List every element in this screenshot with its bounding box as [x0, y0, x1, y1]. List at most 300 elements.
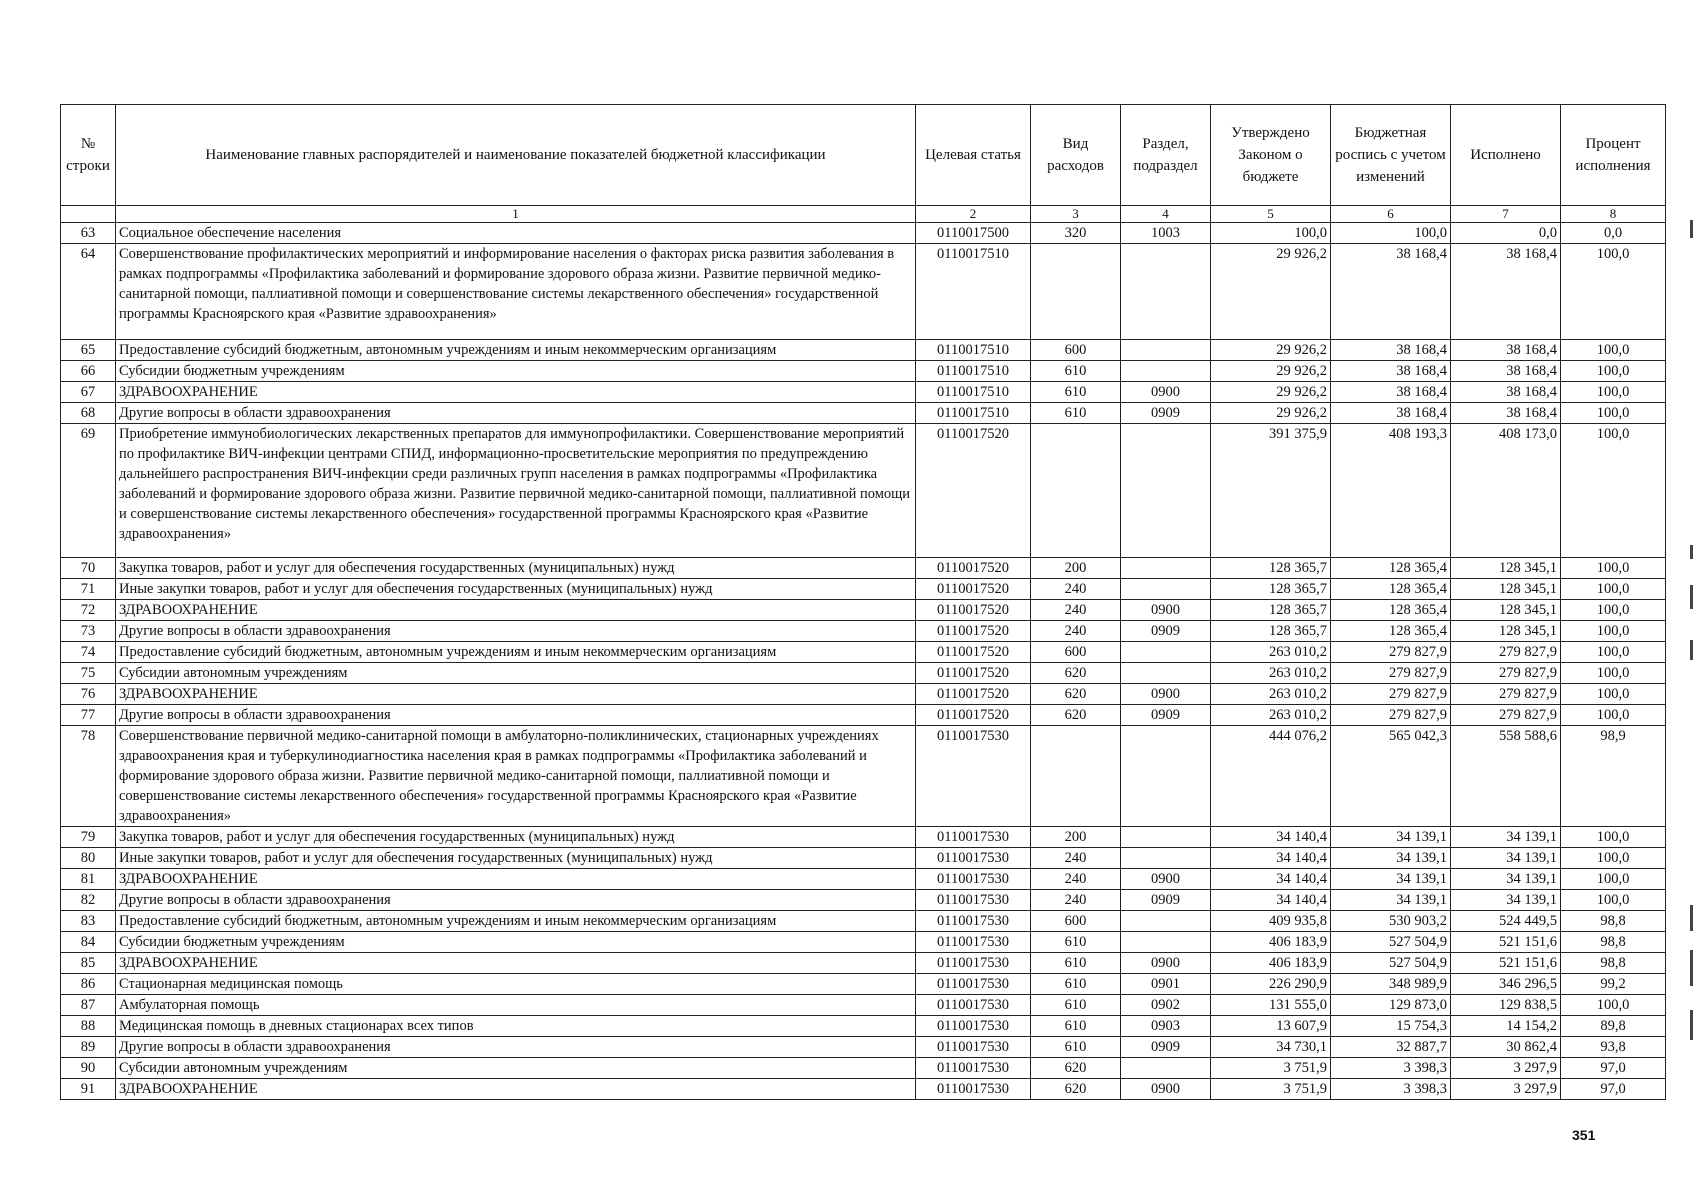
row-target-code: 0110017530 [916, 869, 1031, 890]
row-expense-kind: 320 [1031, 223, 1121, 244]
row-section [1121, 848, 1211, 869]
table-body [61, 223, 1666, 1100]
row-number: 66 [61, 361, 116, 382]
row-percent: 89,8 [1561, 1016, 1666, 1037]
row-approved: 13 607,9 [1211, 1016, 1331, 1037]
row-number: 68 [61, 403, 116, 424]
row-budget: 129 873,0 [1331, 995, 1451, 1016]
row-approved: 29 926,2 [1211, 340, 1331, 361]
row-section [1121, 827, 1211, 848]
row-section [1121, 642, 1211, 663]
row-approved: 444 076,2 [1211, 726, 1331, 827]
row-name: ЗДРАВООХРАНЕНИЕ [116, 869, 916, 890]
header-budget: Бюджетная роспись с учетом изменений [1331, 105, 1451, 206]
row-section: 1003 [1121, 223, 1211, 244]
row-target-code: 0110017510 [916, 340, 1031, 361]
row-approved: 391 375,9 [1211, 424, 1331, 558]
row-number: 69 [61, 424, 116, 558]
row-name: Субсидии автономным учреждениям [116, 663, 916, 684]
table-row [61, 223, 1666, 244]
header-target: Целевая статья [916, 105, 1031, 206]
row-name: Другие вопросы в области здравоохранения [116, 705, 916, 726]
row-name: Амбулаторная помощь [116, 995, 916, 1016]
row-target-code: 0110017530 [916, 1037, 1031, 1058]
row-approved: 263 010,2 [1211, 663, 1331, 684]
row-number: 79 [61, 827, 116, 848]
row-executed: 279 827,9 [1451, 642, 1561, 663]
row-target-code: 0110017530 [916, 1016, 1031, 1037]
table-row [61, 642, 1666, 663]
row-approved: 263 010,2 [1211, 705, 1331, 726]
row-target-code: 0110017520 [916, 424, 1031, 558]
row-expense-kind: 240 [1031, 621, 1121, 642]
row-budget: 527 504,9 [1331, 932, 1451, 953]
header-kind: Вид расходов [1031, 105, 1121, 206]
row-name: Социальное обеспечение населения [116, 223, 916, 244]
row-number: 64 [61, 244, 116, 340]
row-target-code: 0110017530 [916, 848, 1031, 869]
row-budget: 100,0 [1331, 223, 1451, 244]
row-budget: 279 827,9 [1331, 663, 1451, 684]
header-section: Раздел, подраздел [1121, 105, 1211, 206]
row-target-code: 0110017530 [916, 995, 1031, 1016]
row-expense-kind: 620 [1031, 663, 1121, 684]
row-section: 0909 [1121, 621, 1211, 642]
row-target-code: 0110017530 [916, 1058, 1031, 1079]
row-percent: 98,9 [1561, 726, 1666, 827]
row-budget: 38 168,4 [1331, 244, 1451, 340]
row-approved: 34 140,4 [1211, 848, 1331, 869]
row-approved: 131 555,0 [1211, 995, 1331, 1016]
row-budget: 128 365,4 [1331, 621, 1451, 642]
row-target-code: 0110017500 [916, 223, 1031, 244]
row-executed: 346 296,5 [1451, 974, 1561, 995]
row-expense-kind: 610 [1031, 953, 1121, 974]
row-expense-kind: 240 [1031, 600, 1121, 621]
row-budget: 128 365,4 [1331, 558, 1451, 579]
row-target-code: 0110017530 [916, 974, 1031, 995]
row-approved: 226 290,9 [1211, 974, 1331, 995]
row-section: 0901 [1121, 974, 1211, 995]
table-row [61, 827, 1666, 848]
row-budget: 128 365,4 [1331, 579, 1451, 600]
row-name: Иные закупки товаров, работ и услуг для обеспечения государственных (муниципальных) нужд [116, 579, 916, 600]
column-number [61, 206, 116, 223]
row-executed: 38 168,4 [1451, 244, 1561, 340]
table-row [61, 932, 1666, 953]
page-number: 351 [1572, 1127, 1596, 1143]
row-percent: 98,8 [1561, 953, 1666, 974]
row-executed: 38 168,4 [1451, 382, 1561, 403]
row-name: Субсидии бюджетным учреждениям [116, 932, 916, 953]
row-name: Другие вопросы в области здравоохранения [116, 621, 916, 642]
row-budget: 34 139,1 [1331, 827, 1451, 848]
row-target-code: 0110017530 [916, 827, 1031, 848]
row-name: Субсидии автономным учреждениям [116, 1058, 916, 1079]
row-expense-kind: 610 [1031, 1037, 1121, 1058]
row-number: 90 [61, 1058, 116, 1079]
row-executed: 521 151,6 [1451, 953, 1561, 974]
row-approved: 409 935,8 [1211, 911, 1331, 932]
row-number: 73 [61, 621, 116, 642]
row-expense-kind: 240 [1031, 890, 1121, 911]
row-approved: 3 751,9 [1211, 1058, 1331, 1079]
row-target-code: 0110017520 [916, 642, 1031, 663]
row-section [1121, 911, 1211, 932]
row-target-code: 0110017520 [916, 705, 1031, 726]
row-percent: 97,0 [1561, 1079, 1666, 1100]
row-expense-kind [1031, 424, 1121, 558]
row-section: 0909 [1121, 403, 1211, 424]
table-row [61, 1079, 1666, 1100]
row-target-code: 0110017520 [916, 558, 1031, 579]
row-expense-kind: 600 [1031, 340, 1121, 361]
row-percent: 93,8 [1561, 1037, 1666, 1058]
row-name: ЗДРАВООХРАНЕНИЕ [116, 1079, 916, 1100]
table-row [61, 340, 1666, 361]
row-budget: 38 168,4 [1331, 340, 1451, 361]
row-executed: 128 345,1 [1451, 621, 1561, 642]
row-target-code: 0110017510 [916, 382, 1031, 403]
row-executed: 38 168,4 [1451, 403, 1561, 424]
table-row [61, 558, 1666, 579]
row-name: Стационарная медицинская помощь [116, 974, 916, 995]
row-name: Иные закупки товаров, работ и услуг для обеспечения государственных (муниципальных) нужд [116, 848, 916, 869]
row-budget: 279 827,9 [1331, 705, 1451, 726]
row-expense-kind [1031, 726, 1121, 827]
row-section: 0909 [1121, 1037, 1211, 1058]
row-executed: 128 345,1 [1451, 558, 1561, 579]
row-approved: 263 010,2 [1211, 684, 1331, 705]
row-target-code: 0110017530 [916, 890, 1031, 911]
column-number: 6 [1331, 206, 1451, 223]
table-row [61, 869, 1666, 890]
row-number: 75 [61, 663, 116, 684]
row-target-code: 0110017510 [916, 244, 1031, 340]
row-target-code: 0110017530 [916, 911, 1031, 932]
row-target-code: 0110017520 [916, 684, 1031, 705]
column-number: 2 [916, 206, 1031, 223]
header-percent: Процент исполнения [1561, 105, 1666, 206]
row-executed: 279 827,9 [1451, 663, 1561, 684]
row-approved: 263 010,2 [1211, 642, 1331, 663]
row-number: 74 [61, 642, 116, 663]
row-section [1121, 558, 1211, 579]
row-approved: 29 926,2 [1211, 382, 1331, 403]
row-number: 80 [61, 848, 116, 869]
row-executed: 279 827,9 [1451, 705, 1561, 726]
row-percent: 100,0 [1561, 995, 1666, 1016]
row-target-code: 0110017510 [916, 403, 1031, 424]
scan-edge-mark [1690, 1010, 1693, 1040]
row-executed: 34 139,1 [1451, 848, 1561, 869]
row-section [1121, 424, 1211, 558]
row-number: 89 [61, 1037, 116, 1058]
row-percent: 100,0 [1561, 684, 1666, 705]
row-name: Закупка товаров, работ и услуг для обеспечения государственных (муниципальных) нужд [116, 558, 916, 579]
row-approved: 128 365,7 [1211, 579, 1331, 600]
row-budget: 530 903,2 [1331, 911, 1451, 932]
row-name: Субсидии бюджетным учреждениям [116, 361, 916, 382]
row-number: 65 [61, 340, 116, 361]
row-number: 88 [61, 1016, 116, 1037]
budget-table [60, 104, 1666, 1100]
row-percent: 98,8 [1561, 911, 1666, 932]
row-name: Совершенствование профилактических мероприятий и информирование населения о факторах риска развития заболевания в рамках подпрограммы «Профилактика заболеваний и формирование здорового образа жизни. Развитие первичной медико-санитарной помощи, паллиативной помощи и совершенствование системы лекарственного обеспечения» государственной программы Красноярского края «Развитие здравоохранения» [116, 244, 916, 340]
row-number: 87 [61, 995, 116, 1016]
row-name: Другие вопросы в области здравоохранения [116, 890, 916, 911]
column-number: 5 [1211, 206, 1331, 223]
row-budget: 3 398,3 [1331, 1058, 1451, 1079]
row-budget: 128 365,4 [1331, 600, 1451, 621]
row-approved: 128 365,7 [1211, 621, 1331, 642]
column-number: 3 [1031, 206, 1121, 223]
table-row [61, 663, 1666, 684]
row-target-code: 0110017520 [916, 600, 1031, 621]
row-percent: 100,0 [1561, 848, 1666, 869]
row-approved: 100,0 [1211, 223, 1331, 244]
header-name: Наименование главных распорядителей и наименование показателей бюджетной классификации [116, 105, 916, 206]
row-number: 77 [61, 705, 116, 726]
row-target-code: 0110017520 [916, 663, 1031, 684]
row-executed: 0,0 [1451, 223, 1561, 244]
row-approved: 128 365,7 [1211, 558, 1331, 579]
row-name: Другие вопросы в области здравоохранения [116, 403, 916, 424]
row-name: Предоставление субсидий бюджетным, автономным учреждениям и иным некоммерческим организациям [116, 340, 916, 361]
row-section: 0902 [1121, 995, 1211, 1016]
row-budget: 3 398,3 [1331, 1079, 1451, 1100]
table-row [61, 1037, 1666, 1058]
row-number: 85 [61, 953, 116, 974]
table-row [61, 382, 1666, 403]
row-section: 0900 [1121, 953, 1211, 974]
row-budget: 34 139,1 [1331, 848, 1451, 869]
row-section: 0900 [1121, 382, 1211, 403]
row-percent: 100,0 [1561, 558, 1666, 579]
row-section: 0900 [1121, 1079, 1211, 1100]
row-approved: 3 751,9 [1211, 1079, 1331, 1100]
row-percent: 100,0 [1561, 361, 1666, 382]
row-budget: 527 504,9 [1331, 953, 1451, 974]
row-executed: 30 862,4 [1451, 1037, 1561, 1058]
row-target-code: 0110017530 [916, 953, 1031, 974]
row-name: ЗДРАВООХРАНЕНИЕ [116, 684, 916, 705]
row-percent: 100,0 [1561, 890, 1666, 911]
row-approved: 29 926,2 [1211, 403, 1331, 424]
row-percent: 99,2 [1561, 974, 1666, 995]
row-number: 83 [61, 911, 116, 932]
header-executed: Исполнено [1451, 105, 1561, 206]
table-row [61, 244, 1666, 340]
row-expense-kind: 620 [1031, 705, 1121, 726]
table-row [61, 1016, 1666, 1037]
row-expense-kind: 610 [1031, 974, 1121, 995]
row-name: Предоставление субсидий бюджетным, автономным учреждениям и иным некоммерческим организациям [116, 911, 916, 932]
row-expense-kind: 240 [1031, 869, 1121, 890]
row-percent: 100,0 [1561, 621, 1666, 642]
row-name: Закупка товаров, работ и услуг для обеспечения государственных (муниципальных) нужд [116, 827, 916, 848]
row-percent: 0,0 [1561, 223, 1666, 244]
row-target-code: 0110017530 [916, 1079, 1031, 1100]
row-executed: 129 838,5 [1451, 995, 1561, 1016]
row-executed: 128 345,1 [1451, 600, 1561, 621]
header-approved: Утверждено Законом о бюджете [1211, 105, 1331, 206]
table-row [61, 424, 1666, 558]
table-row [61, 600, 1666, 621]
table-row [61, 953, 1666, 974]
row-name: Другие вопросы в области здравоохранения [116, 1037, 916, 1058]
row-budget: 279 827,9 [1331, 642, 1451, 663]
column-number: 1 [116, 206, 916, 223]
row-section [1121, 663, 1211, 684]
table-row [61, 684, 1666, 705]
row-budget: 34 139,1 [1331, 869, 1451, 890]
row-budget: 34 139,1 [1331, 890, 1451, 911]
row-section: 0900 [1121, 684, 1211, 705]
table-row [61, 361, 1666, 382]
row-section [1121, 340, 1211, 361]
row-executed: 34 139,1 [1451, 827, 1561, 848]
table-row [61, 1058, 1666, 1079]
row-budget: 565 042,3 [1331, 726, 1451, 827]
row-approved: 34 140,4 [1211, 827, 1331, 848]
row-percent: 100,0 [1561, 642, 1666, 663]
row-percent: 97,0 [1561, 1058, 1666, 1079]
row-number: 67 [61, 382, 116, 403]
row-percent: 100,0 [1561, 424, 1666, 558]
row-approved: 406 183,9 [1211, 932, 1331, 953]
row-budget: 15 754,3 [1331, 1016, 1451, 1037]
row-percent: 100,0 [1561, 663, 1666, 684]
row-number: 78 [61, 726, 116, 827]
row-executed: 3 297,9 [1451, 1079, 1561, 1100]
row-approved: 34 730,1 [1211, 1037, 1331, 1058]
table-header-row [61, 105, 1666, 206]
row-budget: 38 168,4 [1331, 403, 1451, 424]
row-expense-kind: 200 [1031, 827, 1121, 848]
row-executed: 128 345,1 [1451, 579, 1561, 600]
row-executed: 3 297,9 [1451, 1058, 1561, 1079]
row-name: ЗДРАВООХРАНЕНИЕ [116, 600, 916, 621]
table-row [61, 995, 1666, 1016]
row-budget: 32 887,7 [1331, 1037, 1451, 1058]
row-percent: 100,0 [1561, 403, 1666, 424]
table-row [61, 890, 1666, 911]
scan-edge-mark [1690, 905, 1693, 931]
row-target-code: 0110017520 [916, 621, 1031, 642]
row-percent: 100,0 [1561, 705, 1666, 726]
row-number: 82 [61, 890, 116, 911]
row-percent: 100,0 [1561, 827, 1666, 848]
row-expense-kind: 600 [1031, 642, 1121, 663]
table-row [61, 726, 1666, 827]
scan-edge-mark [1690, 950, 1693, 986]
row-number: 71 [61, 579, 116, 600]
row-section: 0909 [1121, 890, 1211, 911]
column-number: 7 [1451, 206, 1561, 223]
row-section [1121, 244, 1211, 340]
row-target-code: 0110017530 [916, 932, 1031, 953]
row-name: Предоставление субсидий бюджетным, автономным учреждениям и иным некоммерческим организациям [116, 642, 916, 663]
row-expense-kind: 620 [1031, 684, 1121, 705]
row-executed: 38 168,4 [1451, 340, 1561, 361]
row-number: 76 [61, 684, 116, 705]
header-row-no: № строки [61, 105, 116, 206]
row-executed: 558 588,6 [1451, 726, 1561, 827]
row-name: Совершенствование первичной медико-санитарной помощи в амбулаторно-поликлинических, стационарных учреждениях здравоохранения края и туберкулинодиагностика населения края в рамках подпрограммы «Профилактика заболеваний и формирование здорового образа жизни. Развитие первичной медико-санитарной помощи, паллиативной помощи и совершенствование системы лекарственного обеспечения» государственной программы Красноярского края «Развитие здравоохранения» [116, 726, 916, 827]
table-row [61, 579, 1666, 600]
row-expense-kind: 240 [1031, 848, 1121, 869]
row-expense-kind: 610 [1031, 932, 1121, 953]
scan-edge-mark [1690, 640, 1693, 660]
row-section [1121, 726, 1211, 827]
row-number: 63 [61, 223, 116, 244]
table-row [61, 911, 1666, 932]
row-number: 81 [61, 869, 116, 890]
row-executed: 408 173,0 [1451, 424, 1561, 558]
row-expense-kind: 620 [1031, 1079, 1121, 1100]
row-percent: 98,8 [1561, 932, 1666, 953]
row-approved: 406 183,9 [1211, 953, 1331, 974]
scan-edge-mark [1690, 585, 1693, 609]
row-budget: 38 168,4 [1331, 382, 1451, 403]
row-executed: 14 154,2 [1451, 1016, 1561, 1037]
row-approved: 29 926,2 [1211, 361, 1331, 382]
row-budget: 408 193,3 [1331, 424, 1451, 558]
row-budget: 38 168,4 [1331, 361, 1451, 382]
row-percent: 100,0 [1561, 579, 1666, 600]
row-percent: 100,0 [1561, 244, 1666, 340]
row-budget: 279 827,9 [1331, 684, 1451, 705]
row-percent: 100,0 [1561, 340, 1666, 361]
row-section: 0909 [1121, 705, 1211, 726]
row-name: Приобретение иммунобиологических лекарственных препаратов для иммунопрофилактики. Совершенствование мероприятий по профилактике ВИЧ-инфекции центрами СПИД, информационно-просветительские мероприятия по предупреждению дальнейшего распространения ВИЧ-инфекции среди различных групп населения в рамках подпрограммы «Профилактика заболеваний и формирование здорового образа жизни. Развитие первичной медико-санитарной помощи, паллиативной помощи и совершенствование системы лекарственного обеспечения» государственной программы Красноярского края «Развитие здравоохранения» [116, 424, 916, 558]
row-approved: 29 926,2 [1211, 244, 1331, 340]
row-number: 86 [61, 974, 116, 995]
row-approved: 128 365,7 [1211, 600, 1331, 621]
row-executed: 279 827,9 [1451, 684, 1561, 705]
row-target-code: 0110017530 [916, 726, 1031, 827]
row-expense-kind: 600 [1031, 911, 1121, 932]
row-expense-kind: 240 [1031, 579, 1121, 600]
row-expense-kind: 610 [1031, 403, 1121, 424]
row-executed: 38 168,4 [1451, 361, 1561, 382]
row-approved: 34 140,4 [1211, 869, 1331, 890]
row-executed: 34 139,1 [1451, 869, 1561, 890]
table-row [61, 621, 1666, 642]
row-name: ЗДРАВООХРАНЕНИЕ [116, 953, 916, 974]
row-number: 91 [61, 1079, 116, 1100]
row-expense-kind: 610 [1031, 995, 1121, 1016]
row-approved: 34 140,4 [1211, 890, 1331, 911]
row-executed: 524 449,5 [1451, 911, 1561, 932]
row-section: 0900 [1121, 869, 1211, 890]
row-number: 72 [61, 600, 116, 621]
row-section [1121, 361, 1211, 382]
row-number: 84 [61, 932, 116, 953]
table-row [61, 705, 1666, 726]
row-percent: 100,0 [1561, 600, 1666, 621]
row-expense-kind: 620 [1031, 1058, 1121, 1079]
row-expense-kind: 610 [1031, 1016, 1121, 1037]
row-section: 0900 [1121, 600, 1211, 621]
column-number: 8 [1561, 206, 1666, 223]
table-row [61, 403, 1666, 424]
scan-edge-mark [1690, 545, 1693, 559]
column-number-row [61, 206, 1666, 223]
row-name: ЗДРАВООХРАНЕНИЕ [116, 382, 916, 403]
row-section [1121, 1058, 1211, 1079]
